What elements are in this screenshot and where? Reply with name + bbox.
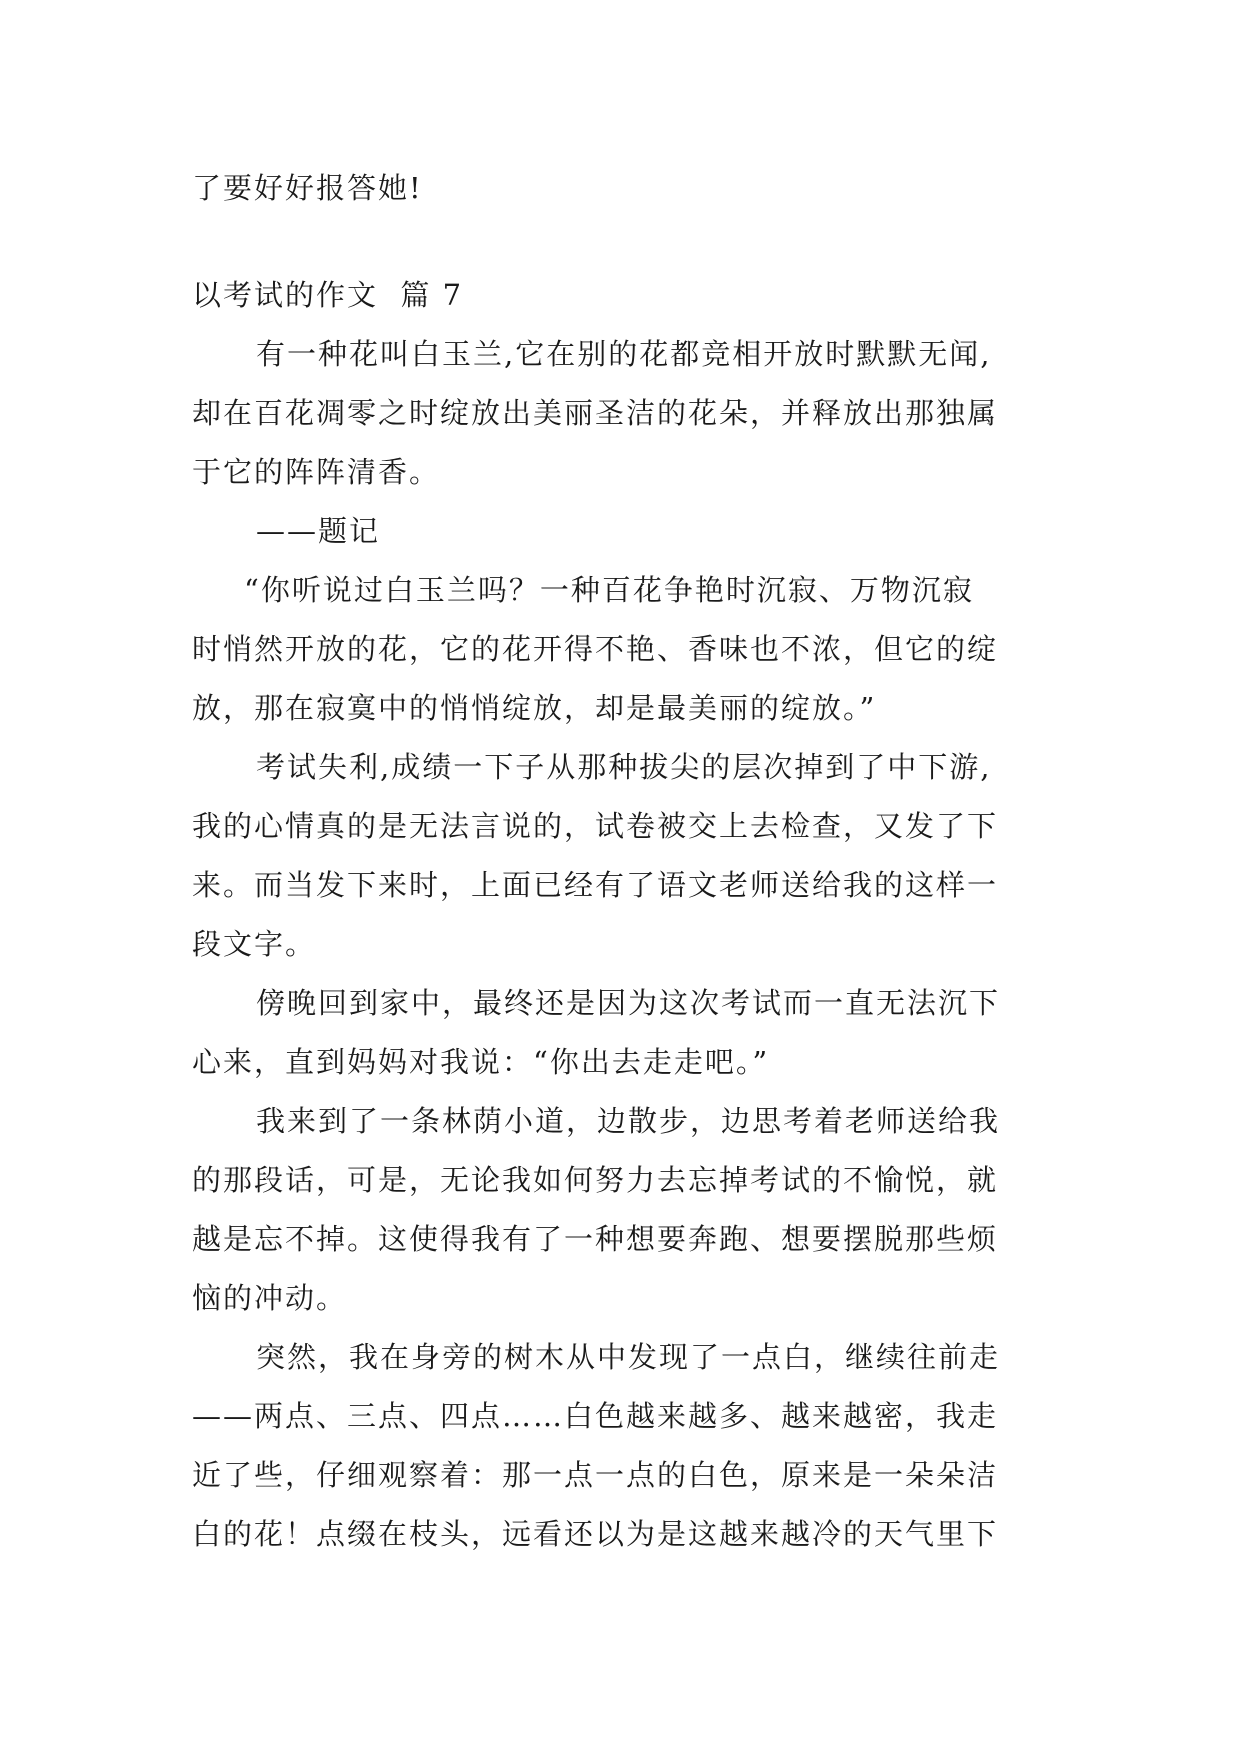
paragraph-exam <box>192 738 1052 974</box>
paragraph-quote <box>192 561 1052 738</box>
paragraph-line: 近了些，仔细观察着：那一点一点的白色，原来是一朵朵洁 <box>192 1458 999 1492</box>
paragraph-line: 我来到了一条林荫小道，边散步，边思考着老师送给我 <box>256 1104 1001 1138</box>
section-gap <box>192 218 1052 266</box>
paragraph-line: 考试失利,成绩一下子从那种拔尖的层次掉到了中下游, <box>256 750 992 784</box>
paragraph-line: 时悄然开放的花，它的花开得不艳、香味也不浓，但它的绽 <box>192 632 999 666</box>
paragraph-line: 我的心情真的是无法言说的，试卷被交上去检查，又发了下 <box>192 809 999 843</box>
epigraph-line: 于它的阵阵清香。 <box>192 455 441 489</box>
epigraph-line: 却在百花凋零之时绽放出美丽圣洁的花朵，并释放出那独属 <box>192 396 999 430</box>
paragraph-line: 越是忘不掉。这使得我有了一种想要奔跑、想要摆脱那些烦 <box>192 1222 999 1256</box>
paragraph-line: 心来，直到妈妈对我说：“你出去走走吧。” <box>192 1045 770 1079</box>
paragraph-line: 放，那在寂寞中的悄悄绽放，却是最美丽的绽放。” <box>192 691 877 725</box>
paragraph-line: 段文字。 <box>192 927 317 961</box>
paragraph-line: “你听说过白玉兰吗？一种百花争艳时沉寂、万物沉寂 <box>244 573 974 607</box>
paragraph-line: 突然，我在身旁的树木从中发现了一点白，继续往前走 <box>256 1340 1001 1374</box>
paragraph-walk <box>192 1092 1052 1328</box>
paragraph-discovery <box>192 1328 1052 1564</box>
paragraph-line: 的那段话，可是，无论我如何努力去忘掉考试的不愉悦，就 <box>192 1163 999 1197</box>
carryover-line: 了要好好报答她! <box>192 171 423 205</box>
paragraph-evening <box>192 974 1052 1092</box>
paragraph-line: 白的花！点缀在枝头，远看还以为是这越来越冷的天气里下 <box>192 1517 999 1551</box>
section-title: 以考试的作文 篇 7 <box>192 278 464 312</box>
epigraph-source: ——题记 <box>256 514 381 548</box>
epigraph-line: 有一种花叫白玉兰,它在别的花都竞相开放时默默无闻, <box>256 337 992 371</box>
paragraph-line: 傍晚回到家中，最终还是因为这次考试而一直无法沉下 <box>256 986 1001 1020</box>
document-body <box>192 159 1052 1564</box>
epigraph <box>192 325 1052 502</box>
paragraph-line: ——两点、三点、四点……白色越来越多、越来越密，我走 <box>192 1399 999 1433</box>
paragraph-line: 来。而当发下来时，上面已经有了语文老师送给我的这样一 <box>192 868 999 902</box>
paragraph-line: 恼的冲动。 <box>192 1281 348 1315</box>
